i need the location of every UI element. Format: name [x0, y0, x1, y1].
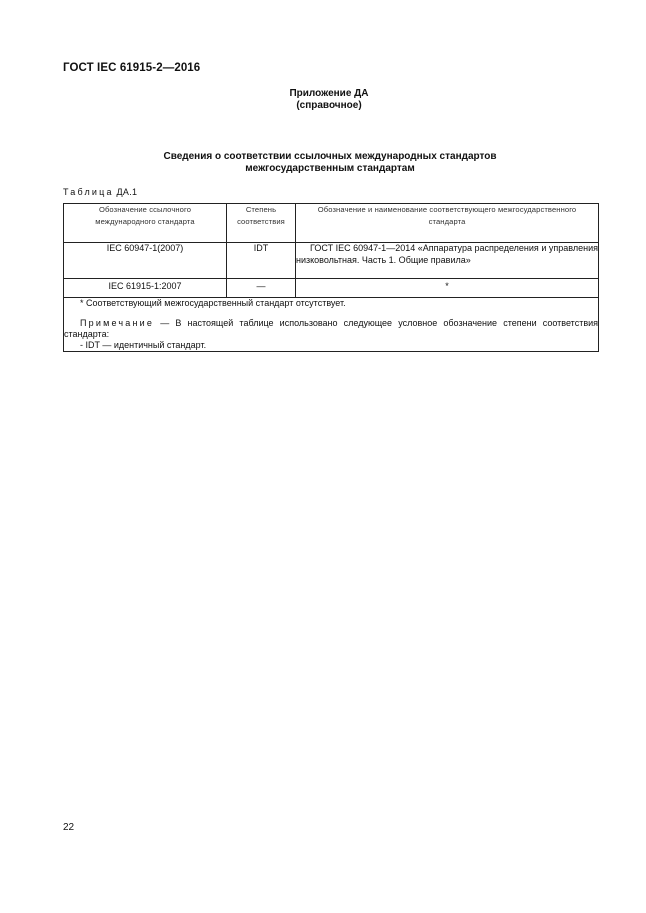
footnote-cell — [64, 298, 599, 352]
footnote-text: * Соответствующий межгосударственный стандарт отсутствует. — [80, 298, 346, 308]
cell-degree: — — [227, 279, 296, 298]
note-item: - IDT — идентичный стандарт. — [80, 340, 207, 350]
cell-ref-standard: IEC 60947-1(2007) — [64, 243, 227, 279]
header-international-standard: Обозначение ссылочного международного стандарта — [64, 204, 227, 243]
appendix-subtitle: (справочное) — [296, 100, 362, 111]
section-title-line-1: Сведения о соответствии ссылочных международных стандартов — [163, 151, 497, 162]
table-caption — [63, 187, 137, 197]
table-caption-label: Таблица — [63, 187, 114, 197]
cell-ref-standard: IEC 61915-1:2007 — [64, 279, 227, 298]
table-footnote-row — [64, 298, 599, 352]
header-national-standard: Обозначение и наименование соответствующего межгосударственного стандарта — [296, 204, 599, 243]
header-degree: Степень соответствия — [227, 204, 296, 243]
cell-national-standard — [296, 243, 599, 279]
cell-national-standard-text: ГОСТ IEC 60947-1—2014 «Аппаратура распределения и управления низковольтная. Часть 1. Общие правила» — [296, 243, 598, 265]
note-text: — В настоящей таблице использовано следующее условное обозначение степени соответствия стандарта: — [64, 318, 598, 339]
cell-national-standard: * — [296, 279, 599, 298]
table-header-row — [64, 204, 599, 243]
table-caption-number: ДА.1 — [116, 187, 138, 197]
section-title-line-2: межгосударственным стандартам — [245, 163, 415, 174]
appendix-title: Приложение ДА — [289, 88, 369, 99]
table-row — [64, 279, 599, 298]
document-code: ГОСТ IEC 61915-2—2016 — [63, 62, 201, 74]
note-label: Примечание — [80, 318, 155, 328]
table-row — [64, 243, 599, 279]
page-number: 22 — [63, 822, 75, 833]
reference-standards-table — [63, 203, 599, 352]
cell-degree: IDT — [227, 243, 296, 279]
note-paragraph — [64, 318, 598, 340]
